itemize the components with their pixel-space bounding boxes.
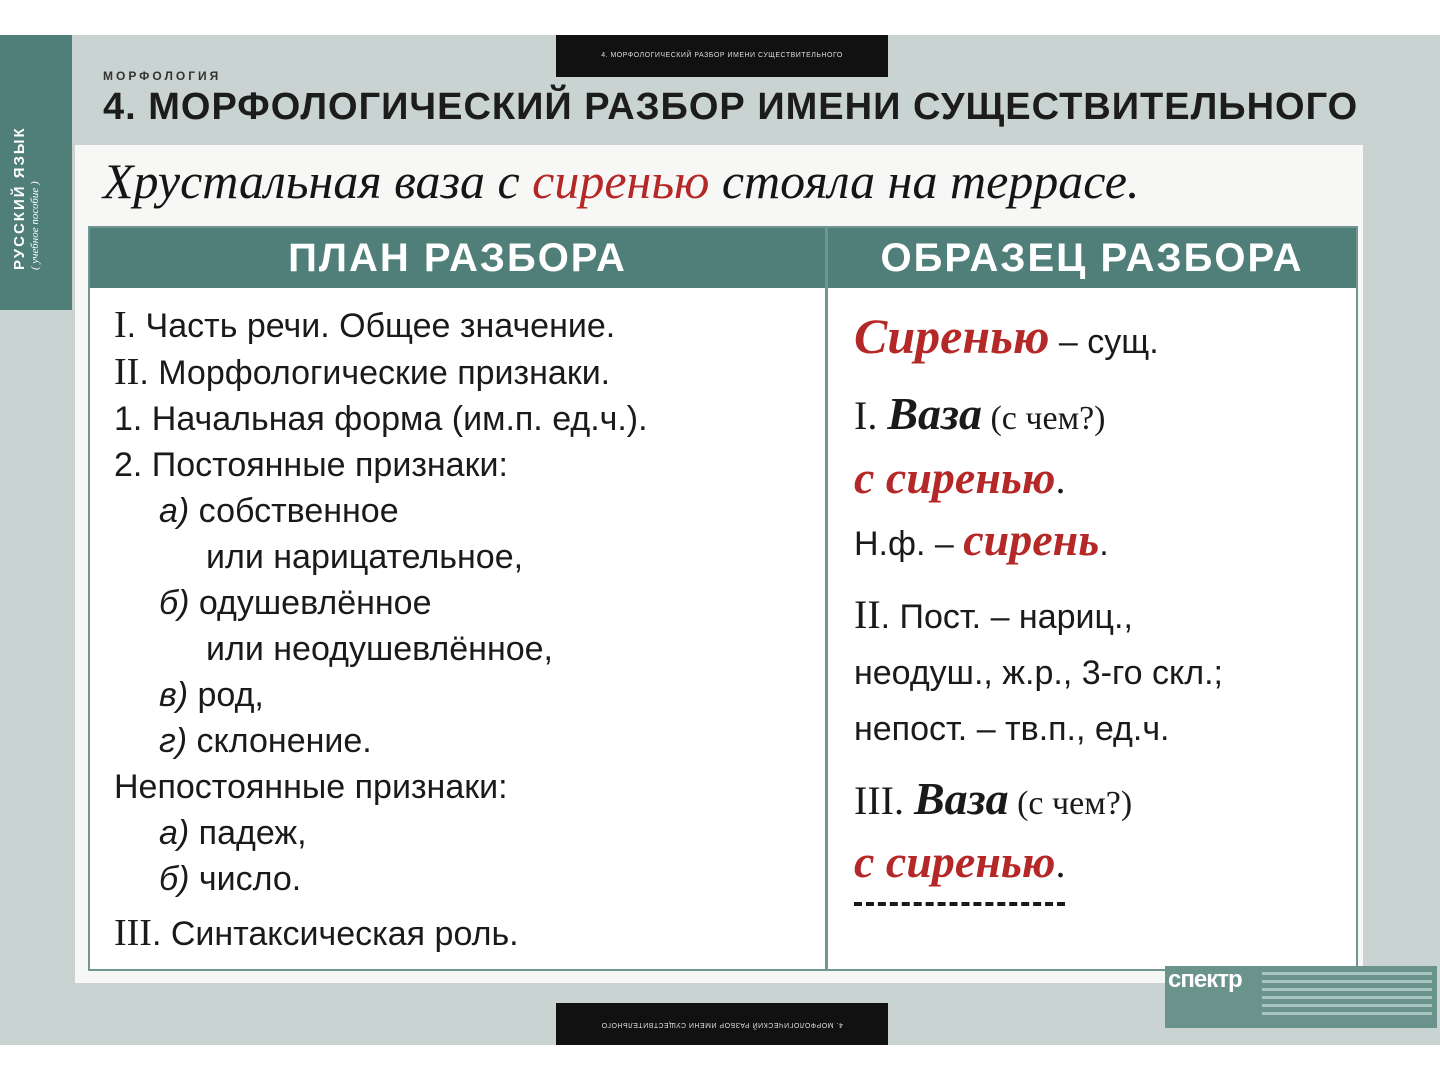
plan-item: Непостоянные признаки: — [114, 768, 508, 806]
plan-header: ПЛАН РАЗБОРА — [90, 228, 825, 288]
dashed-underline: с сиренью. — [854, 834, 1065, 906]
side-label — [12, 126, 41, 270]
example-sentence — [103, 152, 1373, 210]
sample-item — [854, 834, 1354, 906]
publisher-logo: спектр — [1168, 966, 1242, 993]
sample-item: неодуш., ж.р., 3-го скл.; — [854, 654, 1223, 692]
plan-column — [114, 302, 814, 957]
plan-item: а) падеж, — [159, 814, 307, 852]
column-divider — [825, 228, 828, 969]
sample-item: III. Ваза (с чем?) — [854, 773, 1133, 824]
plan-item: г) склонение. — [159, 722, 372, 760]
sample-item: I. Ваза (с чем?) — [854, 388, 1106, 439]
section-label: МОРФОЛОГИЯ — [103, 69, 222, 83]
plan-item: а) собственное — [159, 492, 399, 530]
plan-item: или неодушевлённое, — [206, 630, 553, 668]
sample-item: непост. – тв.п., ед.ч. — [854, 710, 1170, 748]
sample-item: с сиренью. — [854, 452, 1066, 503]
bottom-bar: 4. МОРФОЛОГИЧЕСКИЙ РАЗБОР ИМЕНИ СУЩЕСТВИТЕЛЬНОГО — [556, 1003, 888, 1045]
sentence-end: стояла на террасе. — [709, 153, 1140, 209]
sentence-highlight: сиренью — [532, 153, 710, 209]
side-label-note: ( учебное пособие ) — [28, 181, 41, 270]
top-bar: 4. МОРФОЛОГИЧЕСКИЙ РАЗБОР ИМЕНИ СУЩЕСТВИТЕЛЬНОГО — [556, 35, 888, 77]
plan-item: 1. Начальная форма (им.п. ед.ч.). — [114, 400, 648, 438]
sample-column — [854, 306, 1354, 906]
sample-item: II. Пост. – нариц., — [854, 592, 1133, 637]
sample-item: Н.ф. – сирень. — [854, 514, 1109, 565]
plan-item: б) одушевлённое — [159, 584, 432, 622]
plan-item: I. Часть речи. Общее значение. — [114, 304, 616, 346]
analysis-table — [88, 226, 1358, 971]
page-title: 4. МОРФОЛОГИЧЕСКИЙ РАЗБОР ИМЕНИ СУЩЕСТВИТЕЛЬНОГО — [103, 86, 1359, 128]
plan-item: б) число. — [159, 860, 302, 898]
plan-item: 2. Постоянные признаки: — [114, 446, 508, 484]
sample-item: Сиренью – сущ. — [854, 308, 1159, 364]
sample-header: ОБРАЗЕЦ РАЗБОРА — [828, 228, 1356, 288]
plan-item: II. Морфологические признаки. — [114, 351, 611, 393]
publisher-fine-print — [1262, 972, 1432, 1020]
plan-item: или нарицательное, — [206, 538, 524, 576]
side-label-subject: РУССКИЙ ЯЗЫК — [11, 126, 28, 270]
plan-item: III. Синтаксическая роль. — [114, 912, 519, 954]
sentence-start: Хрустальная ваза с — [103, 153, 533, 209]
plan-item: в) род, — [159, 676, 264, 714]
